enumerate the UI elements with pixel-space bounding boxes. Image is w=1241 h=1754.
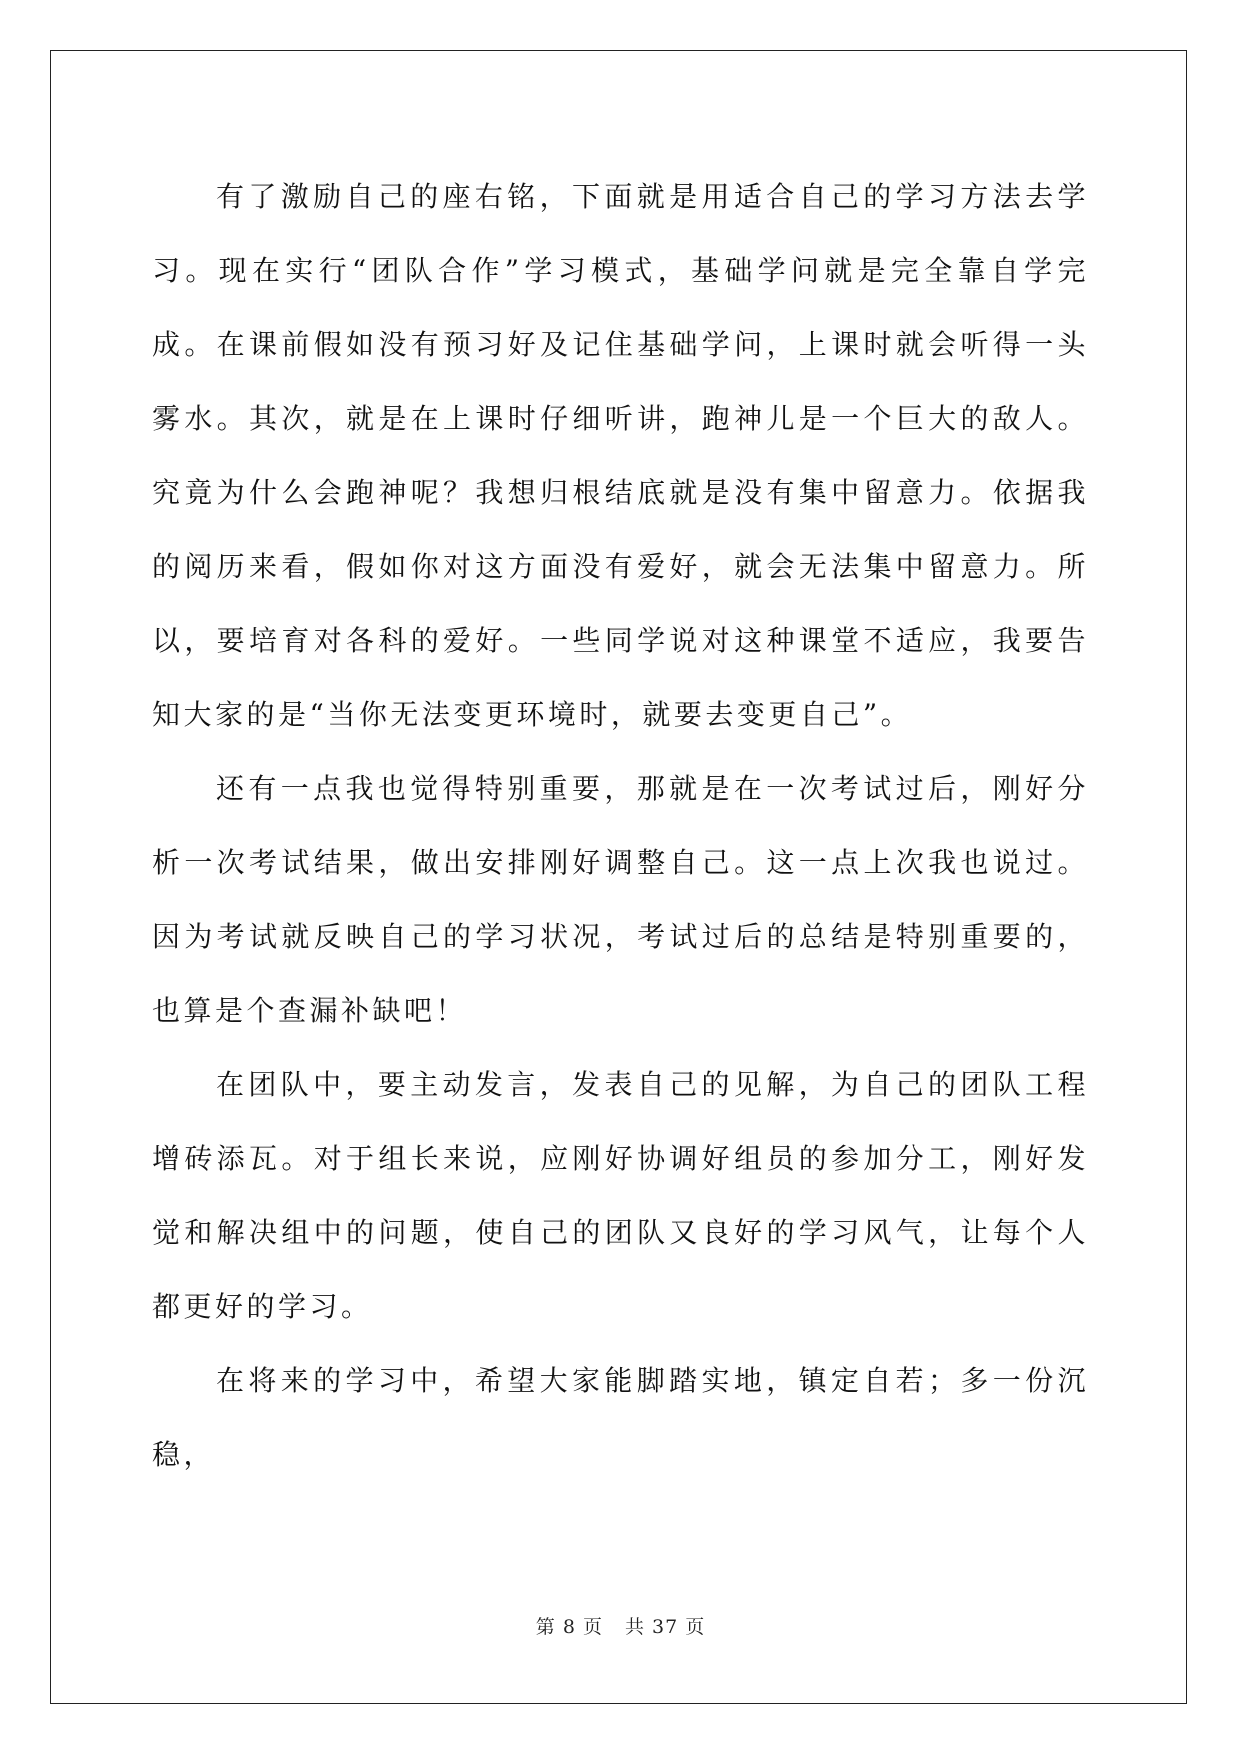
paragraph: 在团队中，要主动发言，发表自己的见解，为自己的团队工程增砖添瓦。对于组长来说，应刚好协调好组员的参加分工，刚好发觉和解决组中的问题，使自己的团队又良好的学习风气，让每个人都更好的学习。 xyxy=(152,1068,1089,1323)
page-total: 共 37 页 xyxy=(624,1616,706,1638)
page-number: 第 8 页 xyxy=(535,1616,603,1638)
paragraph: 在将来的学习中，希望大家能脚踏实地，镇定自若；多一份沉稳， xyxy=(152,1364,1089,1471)
paragraph: 还有一点我也觉得特别重要，那就是在一次考试过后，刚好分析一次考试结果，做出安排刚好调整自己。这一点上次我也说过。因为考试就反映自己的学习状况，考试过后的总结是特别重要的，也算是个查漏补缺吧！ xyxy=(152,772,1089,1027)
paragraph: 有了激励自己的座右铭，下面就是用适合自己的学习方法去学习。现在实行“团队合作”学习模式，基础学问就是完全靠自学完成。在课前假如没有预习好及记住基础学问，上课时就会听得一头雾水。其次，就是在上课时仔细听讲，跑神儿是一个巨大的敌人。究竟为什么会跑神呢？我想归根结底就是没有集中留意力。依据我的阅历来看，假如你对这方面没有爱好，就会无法集中留意力。所以，要培育对各科的爱好。一些同学说对这种课堂不适应，我要告知大家的是“当你无法变更环境时，就要去变更自己”。 xyxy=(152,180,1089,731)
document-body xyxy=(152,160,1089,1492)
page-footer xyxy=(0,1612,1241,1639)
